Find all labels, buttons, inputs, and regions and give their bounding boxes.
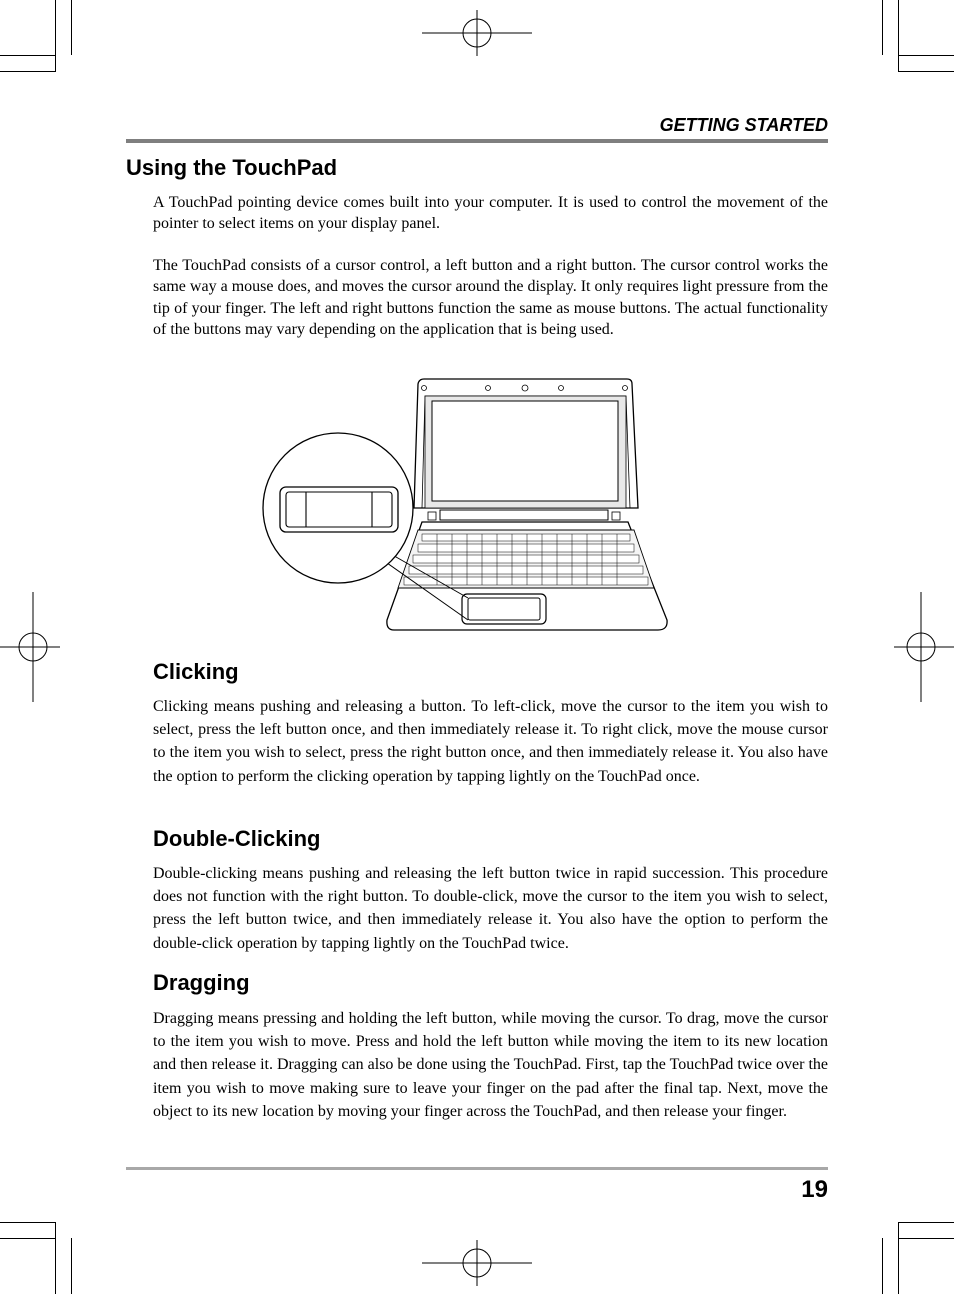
section-heading-double-clicking: Double-Clicking xyxy=(153,826,321,851)
crop-mark xyxy=(0,1222,55,1223)
crop-mark xyxy=(898,1238,954,1239)
crop-mark xyxy=(71,0,72,55)
header-rule xyxy=(126,139,828,143)
crop-mark xyxy=(55,0,56,72)
crop-mark xyxy=(55,1222,56,1294)
laptop-touchpad-illustration xyxy=(262,374,672,636)
section-heading-dragging: Dragging xyxy=(153,970,250,995)
dragging-paragraph: Dragging means pressing and holding the left button, while moving the cursor. To drag, move the cursor to the item you wish to move. Press and hold the left button while moving the item to its new location and then release it. Dragging can also be done using the TouchPad. First, tap the TouchPad twice over the item you wish to move making sure to leave your finger on the pad after the final tap. Next, move the object to its new location by moving your finger across the TouchPad, and then release your finger. xyxy=(153,1010,828,1120)
registration-mark xyxy=(894,592,954,702)
crop-mark xyxy=(71,1238,72,1294)
crop-mark xyxy=(0,55,55,56)
crop-mark xyxy=(898,55,954,56)
clicking-paragraph: Clicking means pushing and releasing a button. To left-click, move the cursor to the item you wish to select, press the left button once, and then immediately release it. To right click, move the mouse cursor to the item you wish to select, press the right button once, and then immediately release it. You also have the option to perform the clicking operation by tapping lightly on the TouchPad once. xyxy=(153,698,828,785)
intro-paragraph: A TouchPad pointing device comes built into your computer. It is used to control the movement of the pointer to select items on your display panel. xyxy=(153,194,828,233)
registration-mark xyxy=(0,592,60,702)
registration-mark xyxy=(422,10,532,56)
crop-mark xyxy=(0,1238,55,1239)
crop-mark xyxy=(898,1222,954,1223)
running-header: GETTING STARTED xyxy=(659,115,828,135)
crop-mark xyxy=(882,1238,883,1294)
footer-rule xyxy=(126,1167,828,1170)
intro-paragraph: The TouchPad consists of a cursor control, a left button and a right button. The cursor control works the same way a mouse does, and moves the cursor around the display. It only requires light pressure from the tip of your finger. The left and right buttons function the same as mouse buttons. The actual functionality of the buttons may vary depending on the application that is being used. xyxy=(153,257,828,338)
page-title: Using the TouchPad xyxy=(126,155,338,180)
double-clicking-paragraph: Double-clicking means pushing and releasing the left button twice in rapid succession. This procedure does not function with the right button. To double-click, move the cursor to the item you wish to select, press the left button twice, and then immediately release it. You also have the option to perform the double-click operation by tapping lightly on the TouchPad twice. xyxy=(153,865,828,952)
crop-mark xyxy=(882,0,883,55)
registration-mark xyxy=(422,1240,532,1286)
section-heading-clicking: Clicking xyxy=(153,659,239,684)
crop-mark xyxy=(898,0,899,72)
crop-mark xyxy=(898,71,954,72)
crop-mark xyxy=(0,71,55,72)
crop-mark xyxy=(898,1222,899,1294)
page-number: 19 xyxy=(801,1176,828,1203)
